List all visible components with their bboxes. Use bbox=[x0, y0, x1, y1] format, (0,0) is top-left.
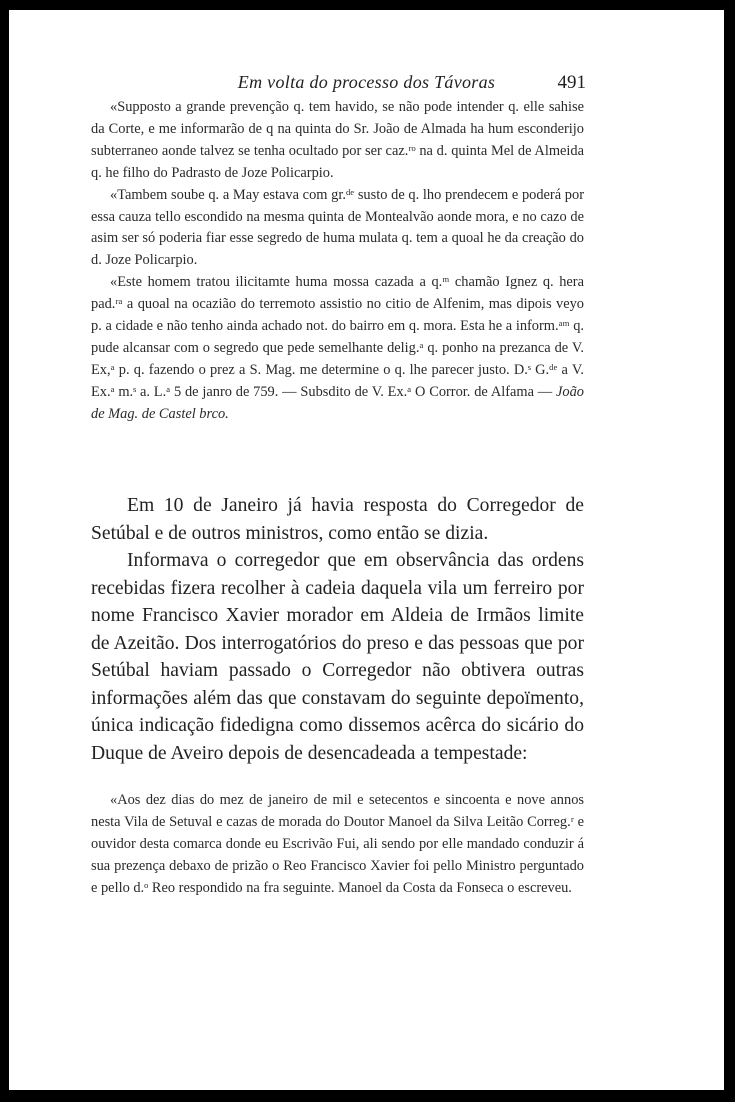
running-title: Em volta do processo dos Távoras bbox=[237, 72, 496, 92]
quoted-letter bbox=[91, 97, 584, 426]
body-paragraph: Em 10 de Janeiro já havia resposta do Corregedor de Setúbal e de outros ministros, como então se dizia. bbox=[91, 495, 584, 544]
page-number: 491 bbox=[557, 72, 586, 93]
letter-paragraph bbox=[91, 272, 584, 425]
letter-closing-text: «Este homem tratou ilicitamte huma mossa cazada a q.ᵐ chamão Ignez q. hera pad.ʳᵃ a quoal na ocazião do terremoto assistio no citio de Alfenim, mas dipois veyo p. a cidade e não tenho ainda achado not. do bairro em q. mora. Esta he a inform.ᵃᵐ q. pude alcansar com o segredo que pede semelhante delig.ᵃ q. ponho na prezanca de V. Ex,ᵃ p. q. fazendo o prez a S. Mag. me determine o q. lhe parecer justo. D.ˢ G.ᵈᵉ a V. Ex.ᵃ m.ˢ a. L.ᵃ 5 de janro de 759. — Subsdito de V. Ex.ᵃ O Corror. de Alfama — bbox=[91, 274, 584, 400]
letter-signature: João de Mag. de Castel brco. bbox=[91, 383, 584, 422]
letter-paragraph: «Tambem soube q. a May estava com gr.ᵈᵉ susto de q. lho prendecem e poderá por essa cauza tello escondido na mesma quinta de Montealvão aonde mora, e no cazo de asim ser só poderia fiar esse segredo de huma mulata q. tem a quoal he da creação do d. Joze Policarpio. bbox=[91, 186, 584, 269]
body-paragraph: Informava o corregedor que em observância das ordens recebidas fizera recolher à cadeia daquela vila um ferreiro por nome Francisco Xavier morador em Aldeia de Irmãos limite de Azeitão. Dos interrogatórios do preso e das pessoas que por Setúbal haviam passado o Corregedor não obtivera outras informações além das que constavam do seguinte depoïmento, única indicação fidedigna como dissemos acêrca do sicário do Duque de Aveiro depois de desencadeada a tempestade: bbox=[91, 550, 584, 764]
main-text bbox=[91, 492, 584, 767]
book-page bbox=[9, 10, 724, 1090]
page-header bbox=[9, 72, 724, 98]
letter-paragraph: «Supposto a grande prevenção q. tem havido, se não pode intender q. elle sahise da Corte, e me informarão de q na quinta do Sr. João de Almada ha hum esconderijo subterraneo aonde talvez se tenha ocultado por ser caz.ʳᵒ na d. quinta Mel de Almeida q. he filho do Padrasto de Joze Policarpio. bbox=[91, 99, 584, 181]
deposition-paragraph: «Aos dez dias do mez de janeiro de mil e setecentos e sincoenta e nove annos nesta Vila de Setuval e cazas de morada do Doutor Manoel da Silva Leitão Correg.ʳ e ouvidor desta comarca donde eu Escrivão Fui, ali sendo por elle mandado conduzir á sua prezença debaxo de prizão o Reo Francisco Xavier foi pello Ministro perguntado e pello d.ᵒ Reo respondido na fra seguinte. Manoel da Costa da Fonseca o escreveu. bbox=[91, 792, 584, 896]
quoted-deposition bbox=[91, 790, 584, 900]
